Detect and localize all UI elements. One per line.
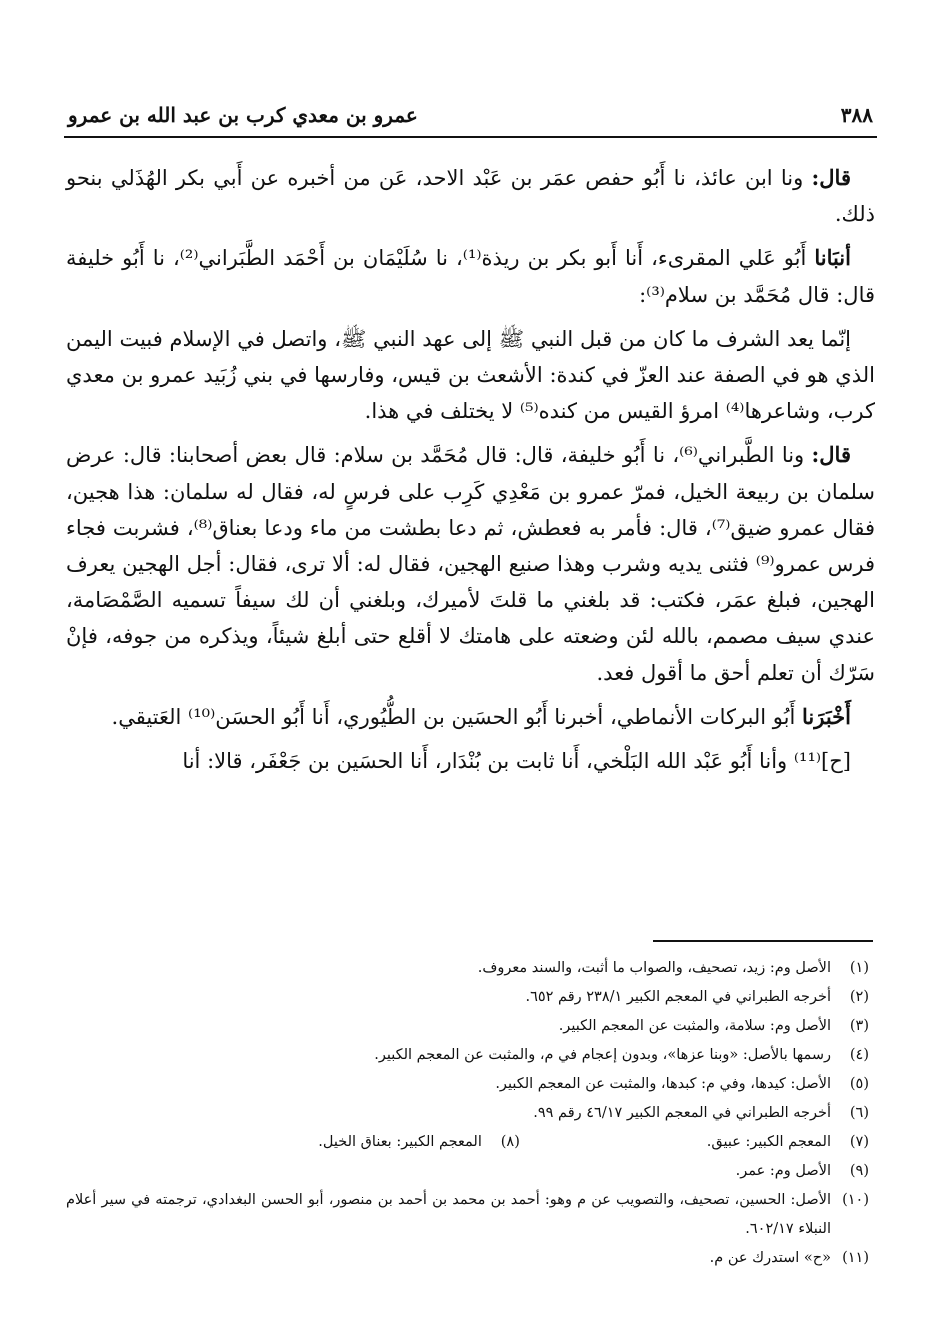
paragraph-text: ونا ابن عائذ، نا أَبُو حفص عمَر بن عَبْد الاحد، عَن من أخبره عن أَبي بكر الهُذَلي بنحو ذلك. <box>66 166 875 227</box>
footnote-text: الأصل وم: سلامة، والمثبت عن المعجم الكبير. <box>558 1018 831 1034</box>
footnote <box>66 983 869 1012</box>
footnote-text: الأصل وم: زيد، تصحيف، والصواب ما أثبت، والسند معروف. <box>477 960 831 976</box>
footnote-number: (٣) <box>849 1018 869 1034</box>
footnote <box>66 1186 869 1244</box>
footnote-number: (٦) <box>849 1105 869 1121</box>
footnote-text: المعجم الكبير: بعناق الخيل. <box>318 1134 482 1150</box>
footnote-number: (٧) <box>849 1134 869 1150</box>
paragraph-text: [ح]⁽¹¹⁾ وأنا أَبُو عَبْد الله البَلْخي، أَنا ثابت بن بُنْدَار، أَنا الحسَين بن جَعْفَر، قالا: أنا <box>182 749 851 774</box>
paragraph <box>66 240 875 312</box>
header-divider <box>64 136 877 138</box>
footnote-text: أخرجه الطبراني في المعجم الكبير ٢٣٨/١ رقم ٦٥٢. <box>525 989 831 1005</box>
footnote-text: «ح» استدرك عن م. <box>709 1250 831 1266</box>
paragraph <box>66 321 875 430</box>
page-number: ٣٨٨ <box>840 103 873 127</box>
running-title: عمرو بن معدي كرب بن عبد الله بن عمرو <box>68 103 418 127</box>
footnotes <box>66 954 869 1273</box>
main-text <box>66 160 875 787</box>
footnote-number: (١١) <box>842 1250 869 1266</box>
footnote <box>66 1041 869 1070</box>
footnote-text: رسمها بالأصل: «وبنا عزها»، وبدون إعجام في م، والمثبت عن المعجم الكبير. <box>374 1047 831 1063</box>
running-header <box>68 96 873 134</box>
footnote-text: المعجم الكبير: عبيق. <box>706 1134 831 1150</box>
footnote-number: (٤) <box>849 1047 869 1063</box>
paragraph-text: أَبُو البركات الأنماطي، أخبرنا أَبُو الحسَين بن الطُّيُوري، أَنا أَبُو الحسَن⁽¹⁰⁾ العَتيقي. <box>111 704 803 729</box>
footnote <box>66 1070 869 1099</box>
footnote <box>66 1244 869 1273</box>
paragraph-lead: أَخْبَرَنا <box>802 703 851 729</box>
paragraph <box>66 699 875 735</box>
footnote-text: أخرجه الطبراني في المعجم الكبير ٤٦/١٧ رقم ٩٩. <box>533 1105 831 1121</box>
paragraph-lead: قال: <box>811 165 851 190</box>
paragraph-text: ونا الطَّبراني⁽⁶⁾، نا أَبُو خليفة، قال: قال مُحَمَّد بن سلام: قال بعض أصحابنا: قال: عرض سلمان بن ربيعة الخيل، فمرّ عمرو بن مَعْدِي كَرِب على فرسٍ له، فقال له سلمان: هذا هجين، فقال عمرو ضيق⁽⁷⁾، قال: فأمر به فعطش، ثم دعا بطشت من ماء ودعا بعناق⁽⁸⁾، فشربت فجاء فرس عمرو⁽⁹⁾ فثنى يديه وشرب وهذا صنيع الهجين، فقال له: ألا ترى، فقال: أجل الهجين يعرف الهجين، فبلغ عمَر، فكتب: قد بلغني ما قلتَ لأميرك، وبلغني أن لك سيفاً تسميه الصَّمْصَامة، عندي سيف مصمم، بالله لئن وضعته على هامتك لا أقلع حتى أبلغ شيئاً، ويذكره من جوفه، فإنْ سَرّك أن تعلم أحق ما أقول فعد. <box>66 443 875 685</box>
paragraph <box>66 160 875 232</box>
paragraph-text: أَبُو عَلي المقرىء، أَنا أَبو بكر بن ريذة⁽¹⁾، نا سُلَيْمَان بن أَحْمَد الطَّبَراني⁽²⁾، نا أَبُو خليفة قال: قال مُحَمَّد بن سلام⁽³⁾: <box>66 246 875 307</box>
footnote-number: (٨) <box>500 1134 520 1150</box>
footnote <box>66 954 869 983</box>
footnote-text: الأصل: الحسين، تصحيف، والتصويب عن م وهو: أحمد بن محمد بن أحمد بن منصور، أبو الحسن البغدادي، ترجمته في سير أعلام النبلاء ٦٠٢/١٧. <box>66 1192 831 1237</box>
footnote <box>66 1128 520 1157</box>
footnote <box>66 1157 869 1186</box>
footnote-pair <box>66 1128 869 1157</box>
footnote-text: الأصل وم: عمر. <box>735 1163 831 1179</box>
paragraph <box>66 437 875 690</box>
footnote <box>66 1099 869 1128</box>
footnote <box>66 1012 869 1041</box>
paragraph <box>66 743 875 779</box>
paragraph-lead: أنبَانا <box>814 245 851 271</box>
footnote-number: (١) <box>849 960 869 976</box>
footnote-number: (٢) <box>849 989 869 1005</box>
footnote-number: (٥) <box>849 1076 869 1092</box>
footnote <box>520 1128 869 1157</box>
footnote-number: (٩) <box>849 1163 869 1179</box>
paragraph-text: إنّما يعد الشرف ما كان من قبل النبي ﷺ إلى عهد النبي ﷺ، واتصل في الإسلام فبيت اليمن الذي هو في الصفة عند العزّ في كندة: الأشعث بن قيس، وفارسها في بني زُبَيد عمرو بن معدي كرب، وشاعرها⁽⁴⁾ امرؤ القيس من كنده⁽⁵⁾ لا يختلف في هذا. <box>66 326 875 424</box>
footnote-text: الأصل: كيدها، وفي م: كبدها، والمثبت عن المعجم الكبير. <box>495 1076 831 1092</box>
footnote-divider <box>653 940 873 942</box>
footnote-number: (١٠) <box>842 1192 869 1208</box>
paragraph-lead: قال: <box>811 442 851 468</box>
